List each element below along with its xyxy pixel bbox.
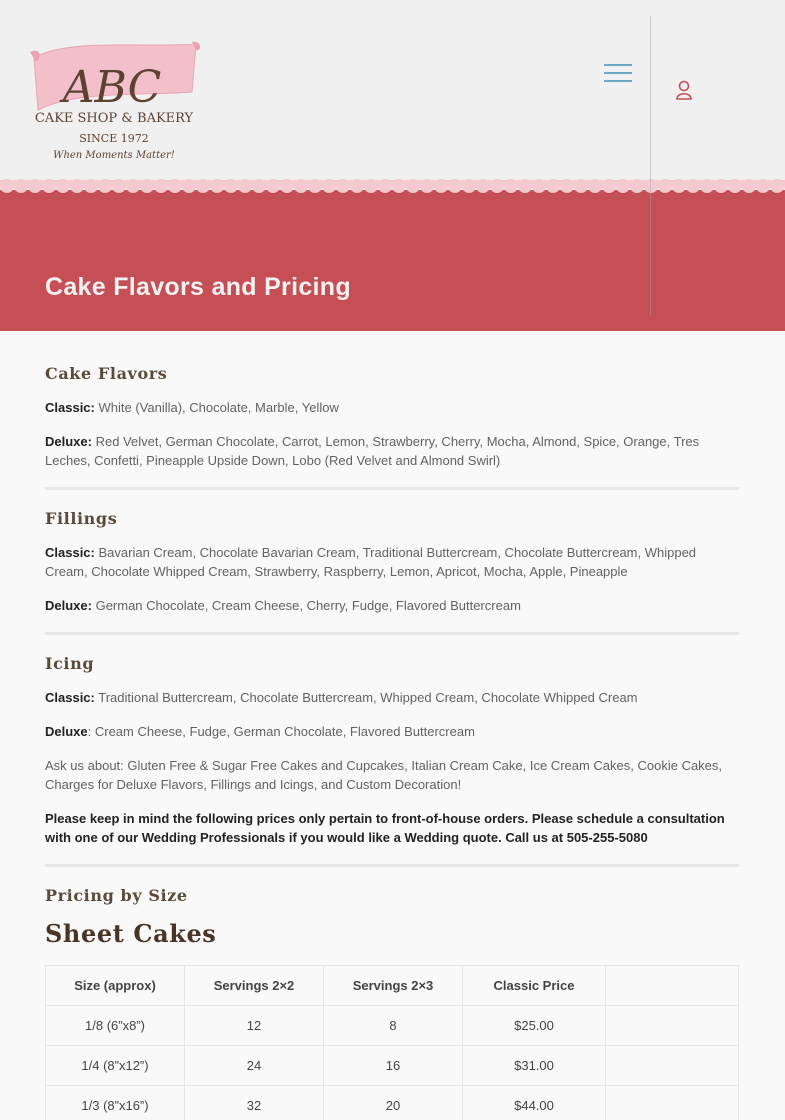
classic-label: Classic: (45, 545, 95, 560)
sheet-cake-price-table (45, 965, 739, 1120)
cell-size: 1/8 (6”x8”) (46, 1006, 185, 1046)
cake-flavors-heading: Cake Flavors (45, 364, 168, 383)
ask-about-text: Ask us about: Gluten Free & Sugar Free Cakes and Cupcakes, Italian Cream Cake, Ice Cream Cakes, Cookie Cakes, Charges for Deluxe Flavors, Fillings and Icings, and Custom Decoration! (45, 758, 723, 792)
sheet-cakes-heading: Sheet Cakes (45, 919, 217, 948)
col-servings-2x2: Servings 2×2 (185, 966, 324, 1006)
cell-price: $25.00 (463, 1006, 606, 1046)
table-row (46, 1086, 739, 1120)
cell-extra (606, 1086, 739, 1120)
divider (45, 864, 739, 867)
flavors-classic (45, 398, 739, 417)
flavors-deluxe (45, 432, 739, 470)
site-header (0, 0, 785, 190)
page-title-banner (0, 176, 785, 331)
logo-main-text: ABC (62, 62, 162, 113)
main-content (45, 360, 739, 948)
classic-label: Classic: (45, 400, 95, 415)
deluxe-text: : Cream Cheese, Fudge, German Chocolate, Flavored Buttercream (87, 724, 475, 739)
cell-price: $44.00 (463, 1086, 606, 1120)
header-divider (650, 16, 651, 316)
table-row (46, 1006, 739, 1046)
icing-classic (45, 688, 739, 707)
col-classic-price: Classic Price (463, 966, 606, 1006)
logo-line1: CAKE SHOP & BAKERY (34, 111, 194, 126)
user-icon[interactable] (674, 80, 694, 100)
fillings-deluxe (45, 596, 739, 615)
classic-text: Bavarian Cream, Chocolate Bavarian Cream, Traditional Buttercream, Chocolate Buttercream, Whipped Cream, Chocolate Whipped Cream, Strawberry, Raspberry, Lemon, Apricot, Mocha, Apple, Pineapple (45, 545, 697, 579)
cell-size: 1/4 (8”x12”) (46, 1046, 185, 1086)
table-header-row (46, 966, 739, 1006)
classic-text: White (Vanilla), Chocolate, Marble, Yellow (94, 400, 339, 415)
cell-servings-2x2: 12 (185, 1006, 324, 1046)
classic-label: Classic: (45, 690, 95, 705)
icing-deluxe (45, 722, 739, 741)
cell-price: $31.00 (463, 1046, 606, 1086)
cell-servings-2x3: 20 (324, 1086, 463, 1120)
cell-size: 1/3 (8”x16”) (46, 1086, 185, 1120)
cell-extra (606, 1046, 739, 1086)
deluxe-label: Deluxe (45, 724, 88, 739)
deluxe-text: German Chocolate, Cream Cheese, Cherry, Fudge, Flavored Buttercream (91, 598, 521, 613)
deluxe-label: Deluxe: (45, 434, 92, 449)
abc-bakery-logo[interactable] (26, 40, 204, 164)
col-extra (606, 966, 739, 1006)
classic-text: Traditional Buttercream, Chocolate Buttercream, Whipped Cream, Chocolate Whipped Cream (94, 690, 638, 705)
pricing-heading: Pricing by Size (45, 886, 188, 905)
cell-servings-2x3: 16 (324, 1046, 463, 1086)
col-servings-2x3: Servings 2×3 (324, 966, 463, 1006)
logo-tagline: When Moments Matter! (53, 150, 175, 161)
divider (45, 632, 739, 635)
cell-servings-2x2: 24 (185, 1046, 324, 1086)
fillings-classic (45, 543, 739, 581)
hamburger-menu-icon[interactable] (604, 64, 632, 86)
logo-line2: SINCE 1972 (79, 132, 149, 145)
cell-servings-2x3: 8 (324, 1006, 463, 1046)
cell-servings-2x2: 32 (185, 1086, 324, 1120)
divider (45, 487, 739, 490)
deluxe-text: Red Velvet, German Chocolate, Carrot, Lemon, Strawberry, Cherry, Mocha, Almond, Spice, Orange, Tres Leches, Confetti, Pineapple Upside Down, Lobo (Red Velvet and Almond Swirl) (45, 434, 700, 468)
col-size: Size (approx) (46, 966, 185, 1006)
deluxe-label: Deluxe: (45, 598, 92, 613)
cell-extra (606, 1006, 739, 1046)
fillings-heading: Fillings (45, 509, 118, 528)
table-row (46, 1046, 739, 1086)
page-title: Cake Flavors and Pricing (45, 273, 351, 301)
wedding-notice: Please keep in mind the following prices only pertain to front-of-house orders. Please schedule a consultation with one of our Wedding Professionals if you would like a Wedding quote. Call us at 505-255-5080 (45, 811, 725, 845)
icing-heading: Icing (45, 654, 95, 673)
